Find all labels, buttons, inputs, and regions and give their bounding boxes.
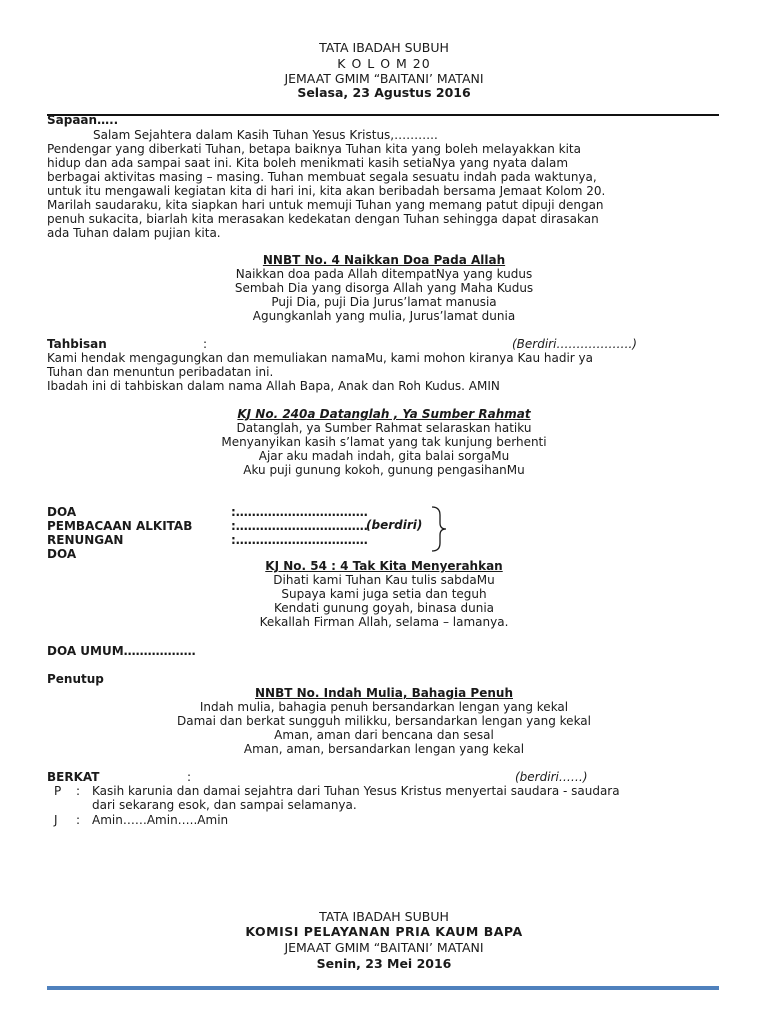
sapaan-line: Pendengar yang diberkati Tuhan, betapa baiknya Tuhan kita yang boleh melayakkan kita: [47, 142, 581, 156]
order-renungan-label: RENUNGAN: [47, 533, 124, 547]
header-title: TATA IBADAH SUBUH: [319, 40, 449, 55]
berkat-note: [515, 770, 588, 784]
sapaan-line: ada Tuhan dalam pujian kita.: [47, 226, 221, 240]
curly-brace-icon: [428, 505, 450, 553]
header-kolom: K O L O M 20: [337, 56, 431, 71]
footer-jemaat: JEMAAT GMIM “BAITANI’ MATANI: [284, 940, 484, 955]
tahbisan-colon: :: [203, 337, 208, 351]
berkat-j-text: Amin……Amin…..Amin: [92, 813, 229, 827]
order-pembacaan-value: :……………………………: [231, 519, 368, 533]
sapaan-paragraph: [47, 142, 719, 240]
song4-line: Aman, aman dari bencana dan sesal: [274, 728, 494, 742]
footer-komisi: KOMISI PELAYANAN PRIA KAUM BAPA: [245, 924, 523, 939]
tahbisan-paragraph: [47, 351, 719, 393]
header-jemaat: JEMAAT GMIM “BAITANI’ MATANI: [284, 71, 484, 86]
penutup-label: Penutup: [47, 672, 104, 686]
sapaan-line: berbagai aktivitas masing – masing. Tuhan membuat segala sesuatu indah pada waktunya,: [47, 170, 597, 184]
sapaan-label: Sapaan…..: [47, 113, 119, 127]
order-pembacaan-label: PEMBACAAN ALKITAB: [47, 519, 193, 533]
song3-line: Kekallah Firman Allah, selama – lamanya.: [259, 615, 509, 629]
song2: [0, 407, 768, 477]
sapaan-line: hidup dan ada sampai saat ini. Kita boleh menikmati kasih setiaNya yang nyata dalam: [47, 156, 569, 170]
berkat-p-line2: dari sekarang esok, dan sampai selamanya.: [92, 798, 357, 812]
song4-line: Damai dan berkat sungguh milikku, bersandarkan lengan yang kekal: [177, 714, 591, 728]
berkat-note-text: (berdiri……): [515, 770, 588, 784]
tahbisan-line: Kami hendak mengagungkan dan memuliakan namaMu, kami mohon kiranya Kau hadir ya: [47, 351, 593, 365]
tahbisan-label: Tahbisan: [47, 337, 107, 351]
order-renungan-value: :……………………………: [231, 533, 368, 547]
song2-line: Ajar aku madah indah, gita balai sorgaMu: [258, 449, 510, 463]
sapaan-line: Marilah saudaraku, kita siapkan hari untuk memuji Tuhan yang memang patut dipuji dengan: [47, 198, 604, 212]
berkat-colon: :: [187, 770, 192, 784]
song2-line: Menyanyikan kasih s’lamat yang tak kunjung berhenti: [221, 435, 547, 449]
song1: [0, 253, 768, 323]
song1-title: NNBT No. 4 Naikkan Doa Pada Allah: [262, 253, 506, 267]
song4-title: NNBT No. Indah Mulia, Bahagia Penuh: [254, 686, 513, 700]
song3: [0, 559, 768, 629]
order-berdiri-note: (berdiri): [366, 518, 423, 532]
doa-umum: DOA UMUM………………: [47, 644, 196, 658]
berkat-j-label: J: [54, 813, 58, 827]
order-doa-label: DOA: [47, 505, 77, 519]
tahbisan-note: (Berdiri……………….): [512, 337, 637, 351]
song3-line: Supaya kami juga setia dan teguh: [281, 587, 487, 601]
footer-date: Senin, 23 Mei 2016: [316, 956, 452, 971]
berkat-p-line1: Kasih karunia dan damai sejahtra dari Tuhan Yesus Kristus menyertai saudara - saudara: [92, 784, 620, 798]
song1-line: Naikkan doa pada Allah ditempatNya yang kudus: [235, 267, 533, 281]
song4-line: Indah mulia, bahagia penuh bersandarkan lengan yang kekal: [199, 700, 569, 714]
song3-line: Kendati gunung goyah, binasa dunia: [273, 601, 495, 615]
song4: [0, 686, 768, 756]
berkat-label: BERKAT: [47, 770, 100, 784]
tahbisan-line: Tuhan dan menuntun peribadatan ini.: [47, 365, 274, 379]
berkat-p-label: P: [54, 784, 62, 798]
song2-line: Datanglah, ya Sumber Rahmat selaraskan hatiku: [236, 421, 532, 435]
song2-title: KJ No. 240a Datanglah , Ya Sumber Rahmat: [237, 407, 531, 421]
footer-rule: [47, 986, 719, 990]
sapaan-line: untuk itu mengawali kegiatan kita di hari ini, kita akan beribadah bersama Jemaat Kolom 20.: [47, 184, 606, 198]
song1-line: Puji Dia, puji Dia Jurus’lamat manusia: [271, 295, 497, 309]
berkat-p-colon: :: [76, 784, 81, 798]
order-doa2-label: DOA: [47, 547, 77, 561]
sapaan-line: penuh sukacita, biarlah kita merasakan kedekatan dengan Tuhan sehingga dapat dirasakan: [47, 212, 599, 226]
order-doa-value: :……………………………: [231, 505, 368, 519]
song3-title: KJ No. 54 : 4 Tak Kita Menyerahkan: [265, 559, 503, 573]
song1-line: Sembah Dia yang disorga Allah yang Maha Kudus: [234, 281, 534, 295]
header-rule: [47, 114, 719, 116]
song4-line: Aman, aman, bersandarkan lengan yang kekal: [243, 742, 525, 756]
song1-line: Agungkanlah yang mulia, Jurus’lamat dunia: [252, 309, 516, 323]
header-date: Selasa, 23 Agustus 2016: [297, 85, 471, 100]
song3-line: Dihati kami Tuhan Kau tulis sabdaMu: [273, 573, 495, 587]
tahbisan-line: Ibadah ini di tahbiskan dalam nama Allah Bapa, Anak dan Roh Kudus. AMIN: [47, 379, 500, 393]
berkat-j-colon: :: [76, 813, 81, 827]
footer-title: TATA IBADAH SUBUH: [319, 909, 449, 924]
sapaan-greeting: Salam Sejahtera dalam Kasih Tuhan Yesus Kristus,………..: [93, 128, 438, 142]
song2-line: Aku puji gunung kokoh, gunung pengasihanMu: [243, 463, 525, 477]
